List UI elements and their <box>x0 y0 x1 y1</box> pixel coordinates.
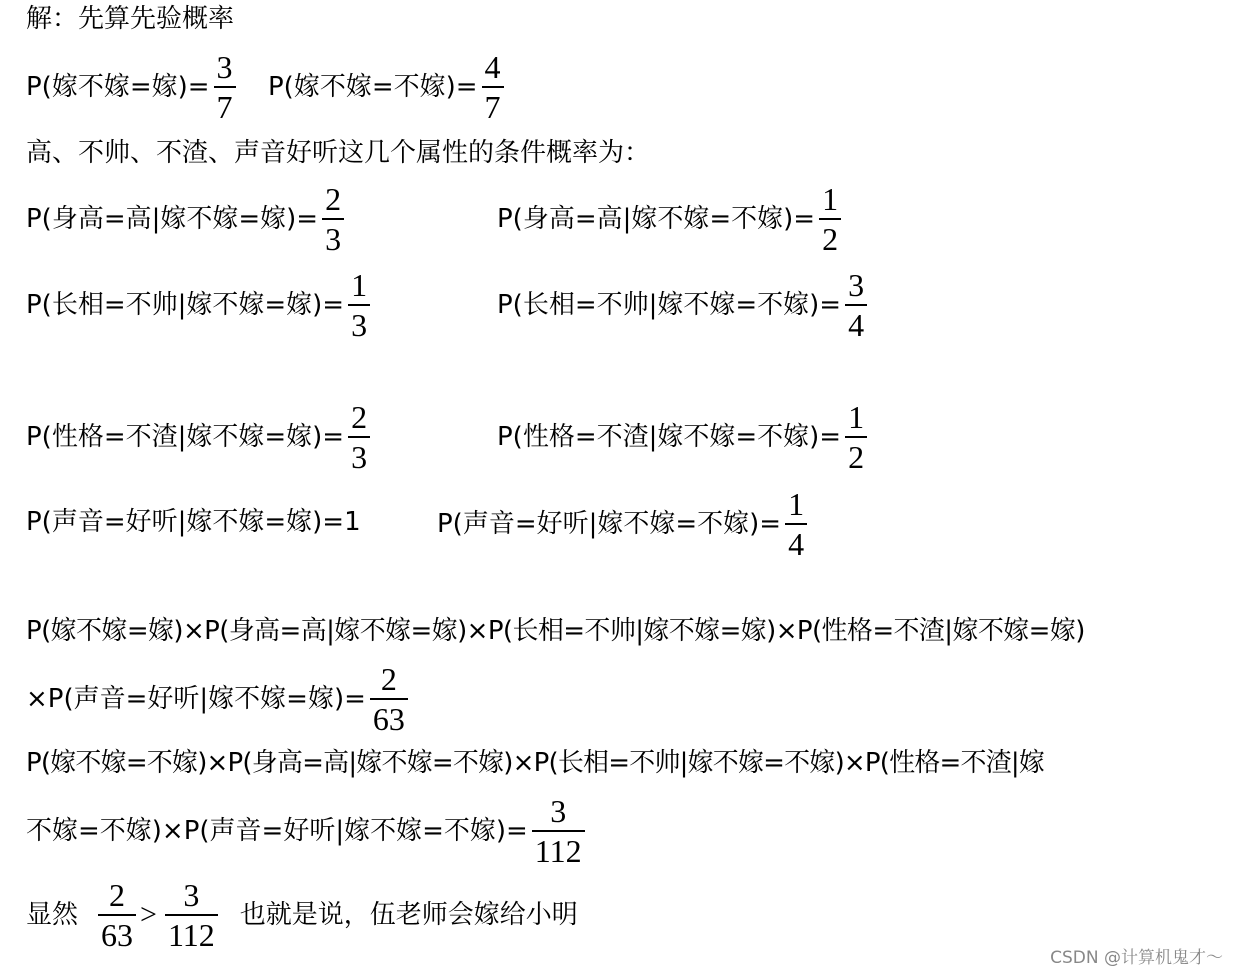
numerator: 2 <box>351 399 368 435</box>
cond-voice-no <box>437 487 807 561</box>
numerator: 3 <box>550 793 567 829</box>
denominator: 2 <box>819 218 841 256</box>
denominator: 3 <box>348 304 370 342</box>
conclusion-prefix: 显然 <box>26 900 79 930</box>
denominator: 63 <box>370 698 408 736</box>
cond-fraction <box>785 487 807 561</box>
numerator: 1 <box>848 399 865 435</box>
cond-height-yes <box>26 182 344 256</box>
cond-voice-yes <box>26 509 361 535</box>
denominator: 112 <box>532 830 585 868</box>
numerator: 1 <box>822 181 839 217</box>
conclusion-fraction-2 <box>165 878 218 952</box>
conditional-heading: 高、不帅、不渣、声音好听这几个属性的条件概率为： <box>26 138 651 168</box>
product-no-fraction <box>532 794 585 868</box>
denominator: 2 <box>845 436 867 474</box>
numerator: 2 <box>109 877 126 913</box>
numerator: 1 <box>351 267 368 303</box>
cond-fraction <box>322 182 344 256</box>
cond-label: P(长相=不帅|嫁不嫁=嫁)= <box>26 290 345 320</box>
cond-label: P(身高=高|嫁不嫁=不嫁)= <box>497 204 816 234</box>
denominator: 63 <box>98 914 136 952</box>
cond-label: P(声音=好听|嫁不嫁=不嫁)= <box>437 509 782 539</box>
cond-fraction <box>845 400 867 474</box>
cond-fraction <box>348 400 370 474</box>
cond-fraction <box>348 268 370 342</box>
product-yes-line2 <box>26 662 408 736</box>
prior-yes-fraction <box>214 50 236 124</box>
numerator: 2 <box>325 181 342 217</box>
numerator: 2 <box>380 661 397 697</box>
cond-fraction <box>845 268 867 342</box>
cond-label: P(声音=好听|嫁不嫁=嫁)=1 <box>26 507 361 537</box>
numerator: 4 <box>484 49 501 85</box>
denominator: 112 <box>165 914 218 952</box>
product-yes-line1: P(嫁不嫁=嫁)×P(身高=高|嫁不嫁=嫁)×P(长相=不帅|嫁不嫁=嫁)×P(性格=不渣|嫁不嫁=嫁) <box>26 616 1085 646</box>
cond-character-no <box>497 400 867 474</box>
cond-fraction <box>819 182 841 256</box>
cond-height-no <box>497 182 841 256</box>
prior-yes <box>26 50 236 124</box>
numerator: 3 <box>848 267 865 303</box>
product-yes-fraction <box>370 662 408 736</box>
cond-character-yes <box>26 400 370 474</box>
numerator: 3 <box>183 877 200 913</box>
cond-looks-no <box>497 268 867 342</box>
denominator: 4 <box>785 523 807 561</box>
denominator: 4 <box>845 304 867 342</box>
product-yes-label: ×P(声音=好听|嫁不嫁=嫁)= <box>26 684 366 714</box>
prior-no-label: P(嫁不嫁=不嫁)= <box>268 72 478 102</box>
cond-label: P(性格=不渣|嫁不嫁=不嫁)= <box>497 422 842 452</box>
product-no-label: 不嫁=不嫁)×P(声音=好听|嫁不嫁=不嫁)= <box>26 816 528 846</box>
prior-yes-label: P(嫁不嫁=嫁)= <box>26 72 210 102</box>
prior-no <box>268 50 504 124</box>
prior-no-fraction <box>482 50 504 124</box>
conclusion <box>26 878 578 952</box>
denominator: 7 <box>214 86 236 124</box>
cond-label: P(长相=不帅|嫁不嫁=不嫁)= <box>497 290 842 320</box>
cond-looks-yes <box>26 268 370 342</box>
numerator: 3 <box>216 49 233 85</box>
denominator: 3 <box>322 218 344 256</box>
product-no-line1: P(嫁不嫁=不嫁)×P(身高=高|嫁不嫁=不嫁)×P(长相=不帅|嫁不嫁=不嫁)×P(性格=不渣|嫁 <box>26 748 1045 778</box>
conclusion-fraction-1 <box>98 878 136 952</box>
csdn-watermark: CSDN @计算机鬼才～ <box>1050 948 1223 968</box>
solution-heading: 解：先算先验概率 <box>26 4 235 34</box>
cond-label: P(性格=不渣|嫁不嫁=嫁)= <box>26 422 345 452</box>
denominator: 3 <box>348 436 370 474</box>
product-no-line2 <box>26 794 585 868</box>
greater-than-sign: > <box>140 898 157 931</box>
conclusion-text: 也就是说，伍老师会嫁给小明 <box>239 900 578 930</box>
numerator: 1 <box>788 486 805 522</box>
cond-label: P(身高=高|嫁不嫁=嫁)= <box>26 204 319 234</box>
denominator: 7 <box>482 86 504 124</box>
